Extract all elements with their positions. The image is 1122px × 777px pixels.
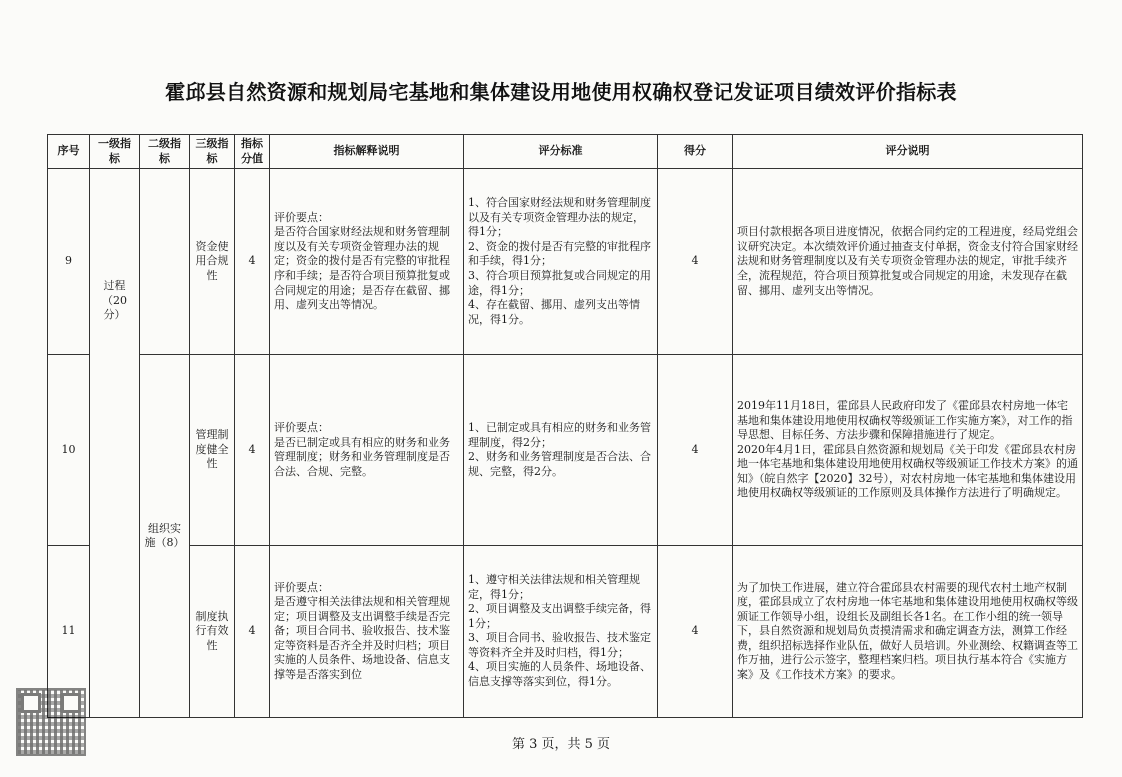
level1-process: 过程（20分）: [90, 169, 140, 718]
header-level1: 一级指标: [90, 135, 140, 169]
row-seq: 9: [48, 169, 90, 355]
header-weight: 指标分值: [235, 135, 270, 169]
row-score: 4: [658, 355, 733, 545]
row-level3: 管理制度健全性: [190, 355, 235, 545]
level2-org: 组织实施（8）: [140, 355, 190, 718]
header-criteria: 评分标准: [464, 135, 658, 169]
row-notes: 为了加快工作进展，建立符合霍邱县农村需要的现代农村土地产权制度，霍邱县成立了农村房地一体宅基地和集体建设用地使用权确权等级颁证工作领导小组，设组长及副组长各1名。在工作小组的统一领导下，县自然资源和规划局负责摸清需求和确定调查方法，测算工作经费，组织招标选择作业队伍，做好人员培训。外业测绘、权籍调查等工作万抽，进行公示签字，整理档案归档。项目执行基本符合《实施方案》及《工作技术方案》的要求。: [733, 545, 1083, 717]
row-level3: 资金使用合规性: [190, 169, 235, 355]
row-seq: 11: [48, 545, 90, 717]
level2-blank: [140, 169, 190, 355]
table-row: [48, 355, 1083, 545]
row-criteria: 1、遵守相关法律法规和相关管理规定，得1分； 2、项目调整及支出调整手续完备，得1分； 3、项目合同书、验收报告、技术鉴定等资料齐全并及时归档，得1分； 4、项目实施的人员条件、场地设备、信息支撑等落实到位，得1分。: [464, 545, 658, 717]
row-seq: 10: [48, 355, 90, 545]
page-footer: 第 3 页，共 5 页: [511, 737, 611, 752]
row-criteria: 1、符合国家财经法规和财务管理制度以及有关专项资金管理办法的规定，得1分； 2、资金的拨付是否有完整的审批程序和手续，得1分； 3、符合项目预算批复或合同规定的用途，得1分； 4、存在截留、挪用、虚列支出等情况，得1分。: [464, 169, 658, 355]
row-explain: 评价要点： 是否符合国家财经法规和财务管理制度以及有关专项资金管理办法的规定；资金的拨付是否有完整的审批程序和手续；是否符合项目预算批复或合同规定的用途；是否存在截留、挪用、虚列支出等情况。: [270, 169, 464, 355]
row-notes: 项目付款根据各项目进度情况，依据合同约定的工程进度，经局党组会议研究决定。本次绩效评价通过抽查支付单据，资金支付符合国家财经法规和财务管理制度以及有关专项资金管理办法的规定，审批手续齐全，流程规范，符合项目预算批复或合同规定的用途，未发现存在截留、挪用、虚列支出等情况。: [733, 169, 1083, 355]
evaluation-table: [47, 134, 1083, 718]
header-seq: 序号: [48, 135, 90, 169]
table-row: [48, 545, 1083, 717]
table-row: [48, 169, 1083, 355]
header-level2: 二级指标: [140, 135, 190, 169]
header-score: 得分: [658, 135, 733, 169]
row-explain: 评价要点： 是否遵守相关法律法规和相关管理规定；项目调整及支出调整手续是否完备；项目合同书、验收报告、技术鉴定等资料是否齐全并及时归档；项目实施的人员条件、场地设备、信息支撑等是否落实到位: [270, 545, 464, 717]
row-criteria: 1、已制定或具有相应的财务和业务管理制度，得2分； 2、财务和业务管理制度是否合法、合规、完整，得2分。: [464, 355, 658, 545]
header-explain: 指标解释说明: [270, 135, 464, 169]
row-score: 4: [658, 545, 733, 717]
row-weight: 4: [235, 545, 270, 717]
row-notes: 2019年11月18日，霍邱县人民政府印发了《霍邱县农村房地一体宅基地和集体建设用地使用权确权等级颁证工作实施方案》，对工作的指导思想、目标任务、方法步骤和保障措施进行了规定。 2020年4月1日，霍邱县自然资源和规划局《关于印发《霍邱县农村房地一体宅基地和集体建设用地使用权确权等级颁证工作技术方案》的通知》（皖自然字【2020】32号），对农村房地一体宅基地和集体建设用地使用权确权等级颁证的工作原则及具体操作方法进行了明确规定。: [733, 355, 1083, 545]
header-row: [48, 135, 1083, 169]
row-weight: 4: [235, 355, 270, 545]
header-notes: 评分说明: [733, 135, 1083, 169]
row-weight: 4: [235, 169, 270, 355]
header-level3: 三级指标: [190, 135, 235, 169]
row-score: 4: [658, 169, 733, 355]
row-level3: 制度执行有效性: [190, 545, 235, 717]
row-explain: 评价要点： 是否已制定或具有相应的财务和业务管理制度；财务和业务管理制度是否合法、合规、完整。: [270, 355, 464, 545]
page-title: 霍邱县自然资源和规划局宅基地和集体建设用地使用权确权登记发证项目绩效评价指标表: [165, 80, 957, 104]
